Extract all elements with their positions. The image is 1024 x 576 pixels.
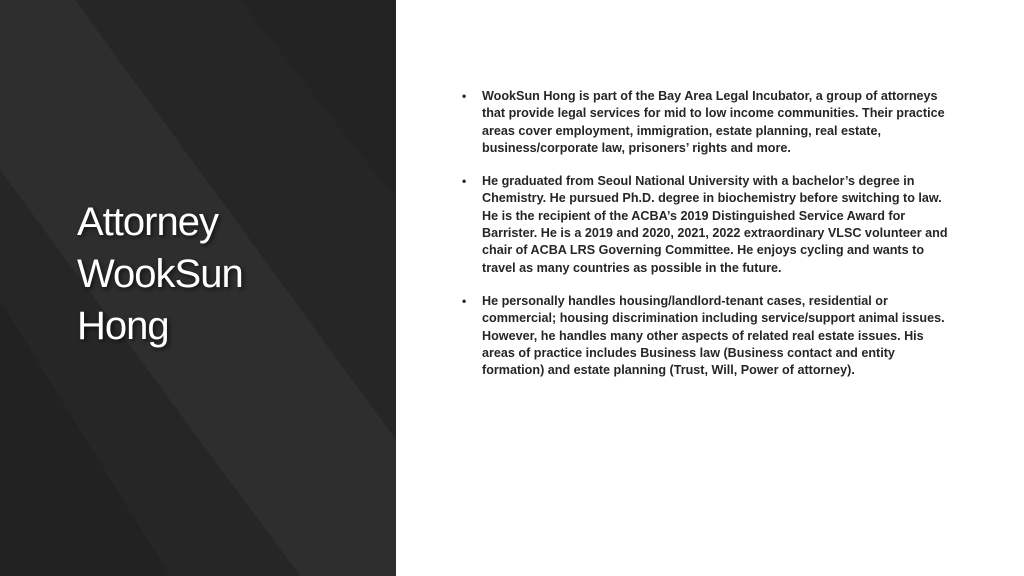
title-panel [0,0,396,576]
bullet-text: He personally handles housing/landlord-tenant cases, residential or commercial; housing discrimination including service/support animal issues. However, he handles many other aspects of related real estate issues. His areas of practice includes Business law (Business contact and entity formation) and estate planning (Trust, Will, Power of attorney). [482,293,945,378]
bullet-item-practice [462,293,957,379]
slide-title-line-1: Attorney [77,200,218,244]
slide-title-line-3: Hong [77,304,169,348]
bullet-marker: • [462,174,467,189]
bullet-text: WookSun Hong is part of the Bay Area Legal Incubator, a group of attorneys that provide legal services for mid to low income communities. Their practice areas cover employment, immigration, estate planning, real estate, business/corporate law, prisoners’ rights and more. [482,89,945,155]
slide-title-line-2: WookSun [77,252,243,296]
slide-title [77,196,377,352]
facet-dark-top [240,0,396,200]
bullet-marker: • [462,293,467,308]
bullet-item-education [462,173,957,277]
bullet-list [462,88,957,395]
bullet-item-affiliation [462,88,957,157]
bullet-text: He graduated from Seoul National University with a bachelor’s degree in Chemistry. He pursued Ph.D. degree in biochemistry before switching to law. He is the recipient of the ACBA’s 2019 Distinguished Service Award for Barrister. He is a 2019 and 2020, 2021, 2022 extraordinary VLSC volunteer and chair of ACBA LRS Governing Committee. He enjoys cycling and wants to travel as many countries as possible in the future. [482,174,948,275]
bullet-marker: • [462,89,467,103]
